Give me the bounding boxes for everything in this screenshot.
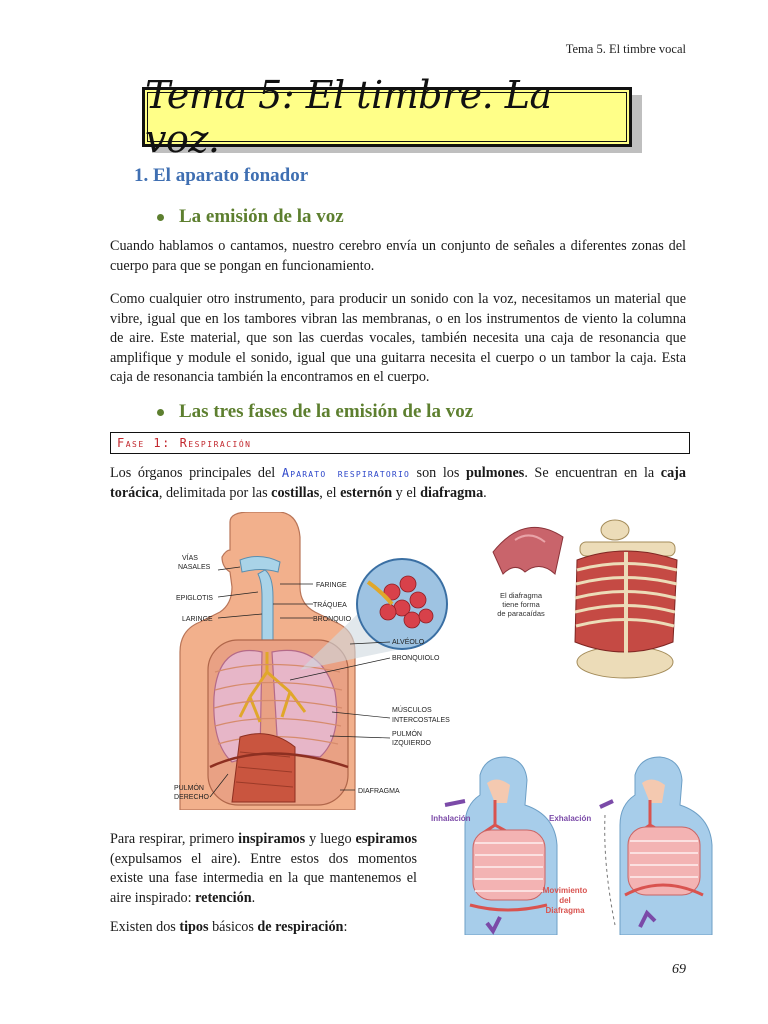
title-box bbox=[142, 73, 632, 161]
paragraph-1: Cuando hablamos o cantamos, nuestro cerebro envía un conjunto de señales a diferentes zonas del cuerpo para que se pongan en funcionamiento. bbox=[110, 238, 686, 274]
bold-term: de respiración bbox=[257, 919, 344, 935]
text: Para respirar, primero bbox=[110, 831, 239, 847]
subsection-heading-fases bbox=[157, 401, 473, 423]
bold-term: espiramos bbox=[355, 831, 417, 847]
label-nasales: NASALES bbox=[178, 564, 211, 571]
bold-term: diafragma bbox=[420, 484, 484, 501]
label-mov-1: Movimiento bbox=[542, 886, 588, 895]
label-pulmon-izq-1: PULMÓN bbox=[392, 731, 422, 738]
text: y el bbox=[392, 484, 421, 501]
label-vias: VÍAS bbox=[182, 555, 198, 562]
bold-term: tipos bbox=[179, 919, 209, 935]
label-laringe: LARINGE bbox=[182, 616, 213, 623]
label-pulmon-der-2: DERECHO bbox=[174, 794, 210, 801]
aparato-respiratorio-link[interactable]: Aparato respiratorio bbox=[281, 466, 410, 480]
label-faringe: FARINGE bbox=[316, 582, 347, 589]
subsection-heading-text: La emisión de la voz bbox=[179, 206, 344, 227]
label-pulmon-izq-2: IZQUIERDO bbox=[392, 740, 431, 747]
bold-term: costillas bbox=[271, 484, 320, 501]
subsection-heading-emision bbox=[157, 206, 344, 228]
bold-term: pulmones bbox=[465, 465, 525, 481]
bullet-icon bbox=[157, 214, 164, 221]
label-alveolo: ALVÉOLO bbox=[392, 639, 425, 646]
subsection-heading-text: Las tres fases de la emisión de la voz bbox=[179, 401, 474, 422]
dia-caption-2: tiene forma bbox=[502, 600, 540, 609]
diaphragm-illustration bbox=[485, 512, 710, 680]
text: Los órganos principales del bbox=[110, 465, 282, 481]
label-bronquiolo: BRONQUIOLO bbox=[392, 655, 440, 662]
dia-caption-3: de paracaídas bbox=[497, 609, 545, 618]
paragraph-4 bbox=[110, 830, 417, 908]
text: , el bbox=[319, 484, 341, 501]
text: (expulsamos el aire). Entre estos dos momentos existe una fase intermedia en la que mantenemos el aire inspirado: bbox=[110, 850, 417, 906]
label-exhalacion: Exhalación bbox=[549, 814, 592, 823]
breathing-illustration bbox=[425, 755, 723, 935]
label-pulmon-der-1: PULMÓN bbox=[174, 785, 204, 792]
running-header: Tema 5. El timbre vocal bbox=[565, 42, 686, 56]
text: . Se encuentran en la bbox=[524, 465, 661, 481]
text: : bbox=[343, 919, 348, 935]
text: , delimitada por las bbox=[158, 484, 272, 501]
label-traquea: TRÁQUEA bbox=[313, 602, 347, 609]
text: . bbox=[251, 889, 256, 906]
bold-term: esternón bbox=[340, 484, 393, 501]
label-bronquio: BRONQUIO bbox=[313, 616, 352, 623]
label-musculos: MÚSCULOS bbox=[392, 707, 432, 714]
paragraph-5 bbox=[110, 918, 417, 938]
bold-term: caja torácica bbox=[110, 465, 686, 501]
paragraph-3 bbox=[110, 464, 686, 503]
label-inhalacion: Inhalación bbox=[431, 814, 471, 823]
text: y luego bbox=[305, 831, 356, 847]
bullet-icon bbox=[157, 409, 164, 416]
bold-term: retención bbox=[195, 889, 252, 906]
section-heading: 1. El aparato fonador bbox=[134, 165, 309, 186]
label-mov-3: Diafragma bbox=[545, 906, 585, 915]
text: Existen dos bbox=[110, 919, 180, 935]
paragraph-2: Como cualquier otro instrumento, para producir un sonido con la voz, necesitamos un material que vibre, igual que en los tambores vibran las membranas, o en los instrumentos de viento la columna de aire. Este material, que son las cuerdas vocales, también necesita una caja de resonancia que amplifique y module el sonido, igual que una guitarra necesita el cuerpo o un tambor la caja. Esta caja de resonancia también la encontramos en el cuerpo. bbox=[110, 291, 686, 385]
text: básicos bbox=[208, 919, 258, 935]
text: son los bbox=[409, 465, 466, 481]
dia-caption-1: El diafragma bbox=[499, 591, 543, 600]
fase-1-label: Fase 1: Respiración bbox=[117, 436, 252, 450]
fase-1-box bbox=[110, 432, 690, 454]
bold-term: inspiramos bbox=[238, 831, 306, 847]
label-intercostales: INTERCOSTALES bbox=[392, 717, 450, 724]
label-mov-2: del bbox=[559, 896, 571, 905]
label-diafragma: DIAFRAGMA bbox=[358, 788, 400, 795]
label-epiglotis: EPIGLOTIS bbox=[176, 595, 213, 602]
page-number: 69 bbox=[672, 962, 686, 977]
text: . bbox=[483, 484, 487, 501]
page-title: Tema 5: El timbre. La voz. bbox=[145, 73, 552, 161]
